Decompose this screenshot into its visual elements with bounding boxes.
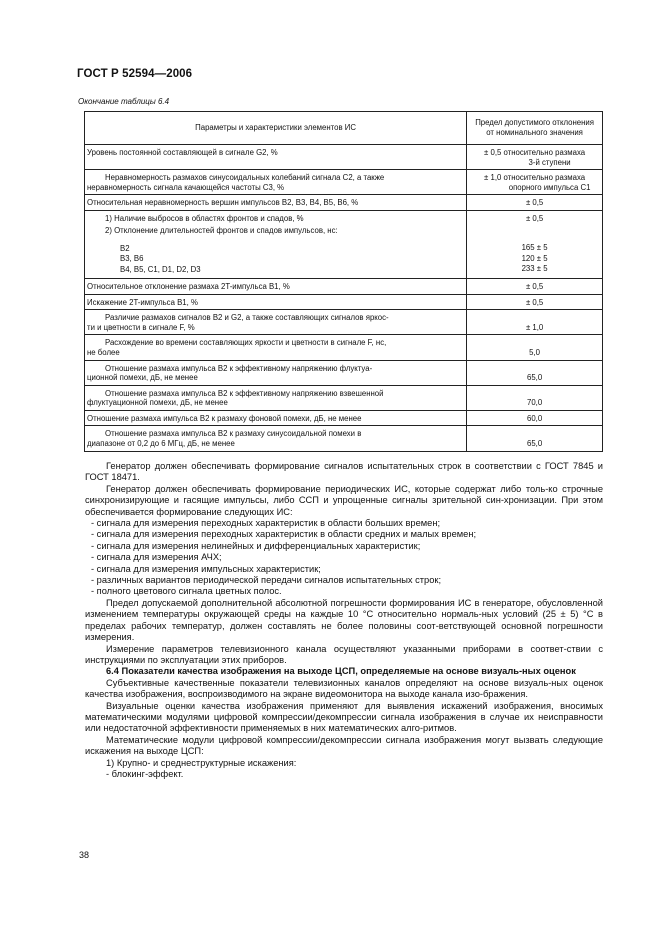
table-caption: Окончание таблицы 6.4 bbox=[78, 97, 170, 106]
table-row bbox=[85, 294, 603, 310]
parameters-table bbox=[84, 111, 603, 452]
param-cell: Отношение размаха импульса В2 к размаху фоновой помехи, дБ, не менее bbox=[85, 410, 467, 426]
body-text bbox=[85, 461, 603, 780]
paragraph: Математические модули цифровой компрессии/декомпрессии сигнала изображения могут вызвать следующие искажения на выходе ЦСП: bbox=[85, 734, 603, 757]
list-item: - сигнала для измерения импульсных характеристик; bbox=[91, 563, 321, 574]
param-cell: Уровень постоянной составляющей в сигнале G2, % bbox=[85, 145, 467, 170]
table-row bbox=[85, 145, 603, 170]
value-cell: 65,0 bbox=[467, 426, 603, 451]
paragraph: Субъективные качественные показатели телевизионных каналов определяют на основе визуаль-ных оценок качества изображения, воспроизводимого на экране видеомонитора на выходе канала изо-бражения. bbox=[85, 677, 603, 700]
paragraph: Генератор должен обеспечивать формирование периодических ИС, которые содержат либо толь-ко строчные синхронизирующие и гасящие импульсы, либо ССП и упрощенные сигналы зрительной син-хронизации. При этом обеспечивается формирование следующих ИС: bbox=[85, 483, 603, 517]
value-cell: ± 1,0 относительно размаха опорного импульса С1 bbox=[467, 170, 603, 195]
paragraph: Предел допускаемой дополнительной абсолютной погрешности формирования ИС в генераторе, обусловленной изменением температуры окружающей среды на каждые 10 °С относительно нормаль-ных условий (25 ± 5) °С в пределах рабочих температур, должен составлять не более половины соот-ветствующей основной погрешности измерения. bbox=[85, 597, 603, 643]
paragraph: Визуальные оценки качества изображения применяют для выявления искажений изображения, вносимых математическими модулями цифровой компрессии/декомпрессии сигнала изображения в случае их неисправности или недостаточной эффективности применяемых в них математических алго-ритмов. bbox=[85, 700, 603, 734]
param-cell: Отношение размаха импульса В2 к эффективному напряжению взвешенной флуктуационной помехи, дБ, не менее bbox=[85, 385, 467, 410]
value-cell: ± 0,5 bbox=[467, 278, 603, 294]
table-row bbox=[85, 278, 603, 294]
list-item: - сигнала для измерения переходных характеристик в области больших времен; bbox=[91, 518, 441, 529]
param-cell: Различие размахов сигналов В2 и G2, а также составляющих сигналов яркос- ти и цветности в сигнале F, % bbox=[85, 310, 467, 335]
value-cell: ± 0,5 bbox=[467, 195, 603, 211]
table-row bbox=[85, 385, 603, 410]
value-cell: ± 0,5 165 ± 5 120 ± 5 233 ± 5 bbox=[467, 210, 603, 278]
column-header-tolerance: Предел допустимого отклонения от номинального значения bbox=[467, 112, 603, 145]
param-cell: Искажение 2T-импульса В1, % bbox=[85, 294, 467, 310]
paragraph: Генератор должен обеспечивать формирование сигналов испытательных строк в соответствии с ГОСТ 7845 и ГОСТ 18471. bbox=[85, 461, 603, 483]
value-cell: 70,0 bbox=[467, 385, 603, 410]
param-cell: Неравномерность размахов синусоидальных колебаний сигнала С2, а также неравномерность сигнала качающейся частоты С3, % bbox=[85, 170, 467, 195]
value-cell: ± 0,5 bbox=[467, 294, 603, 310]
table-row bbox=[85, 335, 603, 360]
param-cell: Относительная неравномерность вершин импульсов В2, В3, В4, В5, В6, % bbox=[85, 195, 467, 211]
table-row bbox=[85, 360, 603, 385]
list-item: - сигнала для измерения нелинейных и дифференциальных характеристик; bbox=[91, 540, 421, 551]
column-header-parameters: Параметры и характеристики элементов ИС bbox=[85, 112, 467, 145]
paragraph: Измерение параметров телевизионного канала осуществляют указанными приборами в соответ-ствии с инструкциями по эксплуатации этих приборов. bbox=[85, 643, 603, 665]
table-row bbox=[85, 410, 603, 426]
param-cell: Отношение размаха импульса В2 к размаху синусоидальной помехи в диапазоне от 0,2 до 6 МГц, дБ, не менее bbox=[85, 426, 467, 451]
list-item: - блокинг-эффект. bbox=[106, 768, 184, 779]
table-row bbox=[85, 170, 603, 195]
page-number: 38 bbox=[79, 850, 90, 860]
list-item: - полного цветового сигнала цветных полос. bbox=[91, 586, 282, 597]
list-item: - сигнала для измерения переходных характеристик в области средних и малых времен; bbox=[91, 529, 477, 540]
value-cell: 60,0 bbox=[467, 410, 603, 426]
param-cell: Отношение размаха импульса В2 к эффективному напряжению флуктуа- ционной помехи, дБ, не менее bbox=[85, 360, 467, 385]
list-item: 1) Крупно- и среднеструктурные искажения: bbox=[106, 757, 297, 768]
table-row bbox=[85, 426, 603, 451]
list-item: - сигнала для измерения АЧХ; bbox=[91, 552, 222, 563]
section-heading: 6.4 Показатели качества изображения на выходе ЦСП, определяемые на основе визуаль-ных оценок bbox=[106, 666, 576, 677]
value-cell: ± 0,5 относительно размаха 3-й ступени bbox=[467, 145, 603, 170]
param-cell: Относительное отклонение размаха 2T-импульса В1, % bbox=[85, 278, 467, 294]
table-row bbox=[85, 195, 603, 211]
list-item: - различных вариантов периодической передачи сигналов испытательных строк; bbox=[91, 575, 442, 586]
table-row bbox=[85, 210, 603, 278]
document-header: ГОСТ Р 52594—2006 bbox=[77, 68, 193, 80]
table-header-row bbox=[85, 112, 603, 145]
param-cell: Расхождение во времени составляющих яркости и цветности в сигнале F, нс, не более bbox=[85, 335, 467, 360]
value-cell: ± 1,0 bbox=[467, 310, 603, 335]
value-cell: 65,0 bbox=[467, 360, 603, 385]
value-cell: 5,0 bbox=[467, 335, 603, 360]
table-row bbox=[85, 310, 603, 335]
param-cell: 1) Наличие выбросов в областях фронтов и спадов, % 2) Отклонение длительностей фронтов и спадов импульсов, нс: В2 В3, В6 В4, В5, С1, D1, D2, D3 bbox=[85, 210, 467, 278]
